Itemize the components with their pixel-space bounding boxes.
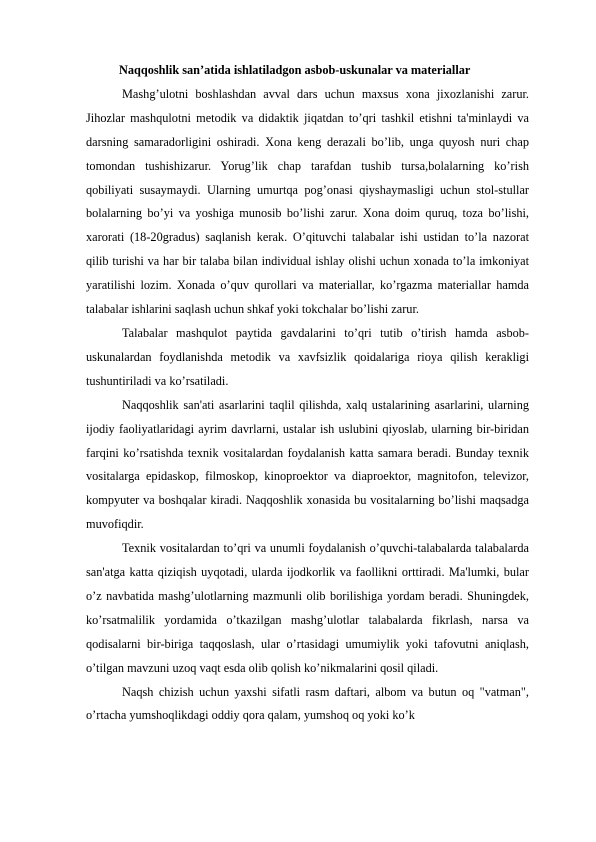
paragraph-safety-rules: Talabalar mashqulot paytida gavdalarini to’qri tutib o’tirish hamda asbob-uskunalardan foydlanishda metodik va xavfsizlik qoidalariga rioya qilish kerakligi tushuntiriladi va ko’rsatiladi.: [86, 325, 529, 388]
document-title: Naqqoshlik san’atida ishlatiladgon asbob-uskunalar va materiallar: [119, 63, 471, 77]
document-page: [86, 59, 529, 728]
paragraph-classroom-requirements: Mashg’ulotni boshlashdan avval dars uchun maxsus xona jixozlanishi zarur. Jihozlar mashqulotni metodik va didaktik jiqatdan to’qri tashkil etishni ta'minlaydi va darsning samaradorligini oshiradi. Xona keng derazali bo’lib, unga quyosh nuri chap tomondan tushishizarur. Yorug’lik chap tarafdan tushib tursa,bolalarning ko’rish qobiliyati susaymaydi. Ularning umurtqa pog’onasi qiyshaymasligi uchun stol-stullar bolalarning bo’yi va yoshiga munosib bo’lishi zarur. Xona doim quruq, toza bo’lishi, xarorati (18-20gradus) saqlanish kerak. O’qituvchi talabalar ishi ustidan to’la nazorat qilib turishi va har bir talaba bilan individual ishlay olishi uchun xonada to’la imkoniyat yaratilishi lozim. Xonada o’quv qurollari va materiallar, ko’rgazma materiallar hamda talabalar ishlarini saqlash uchun shkaf yoki tokchalar bo’lishi zarur.: [86, 86, 529, 317]
paragraph-technical-benefits: Texnik vositalardan to’qri va unumli foydalanish o’quvchi-talabalarda talabalarda san'atga katta qiziqish uyqotadi, ularda ijodkorlik va faollikni orttiradi. Ma'lumki, bular o’z navbatida mashg’ulotlarning mazmunli olib borilishiga yordam beradi. Shuningdek, ko’rsatmalilik yordamida o’tkazilgan mashg’ulotlar talabalarda fikrlash, narsa va qodisalarni bir-biriga taqqoslash, ular o’rtasidagi umumiylik yoki tafovutni aniqlash, o’tilgan mavzuni uzoq vaqt esda olib qolish ko’nikmalarini qosil qiladi.: [86, 541, 529, 675]
paragraph-technical-means: Naqqoshlik san'ati asarlarini taqlil qilishda, xalq ustalarining asarlarini, ularning ijodiy faoliyatlaridagi ayrim davrlarni, ustalar ish uslubini qiyoslab, ularning bir-biridan farqini ko’rsatishda texnik vositalardan foydalanish katta samara beradi. Bunday texnik vositalarga epidaskop, filmoskop, kinoproektor va diaproektor, magnitofon, televizor, kompyuter va boshqalar kiradi. Naqqoshlik xonasida bu vositalarning bo’lishi maqsadga muvofiqdir.: [86, 397, 529, 532]
paragraph-drawing-materials: Naqsh chizish uchun yaxshi sifatli rasm daftari, albom va butun oq "vatman", o’rtacha yumshoqlikdagi oddiy qora qalam, yumshoq oq yoki ko’k: [86, 684, 529, 723]
